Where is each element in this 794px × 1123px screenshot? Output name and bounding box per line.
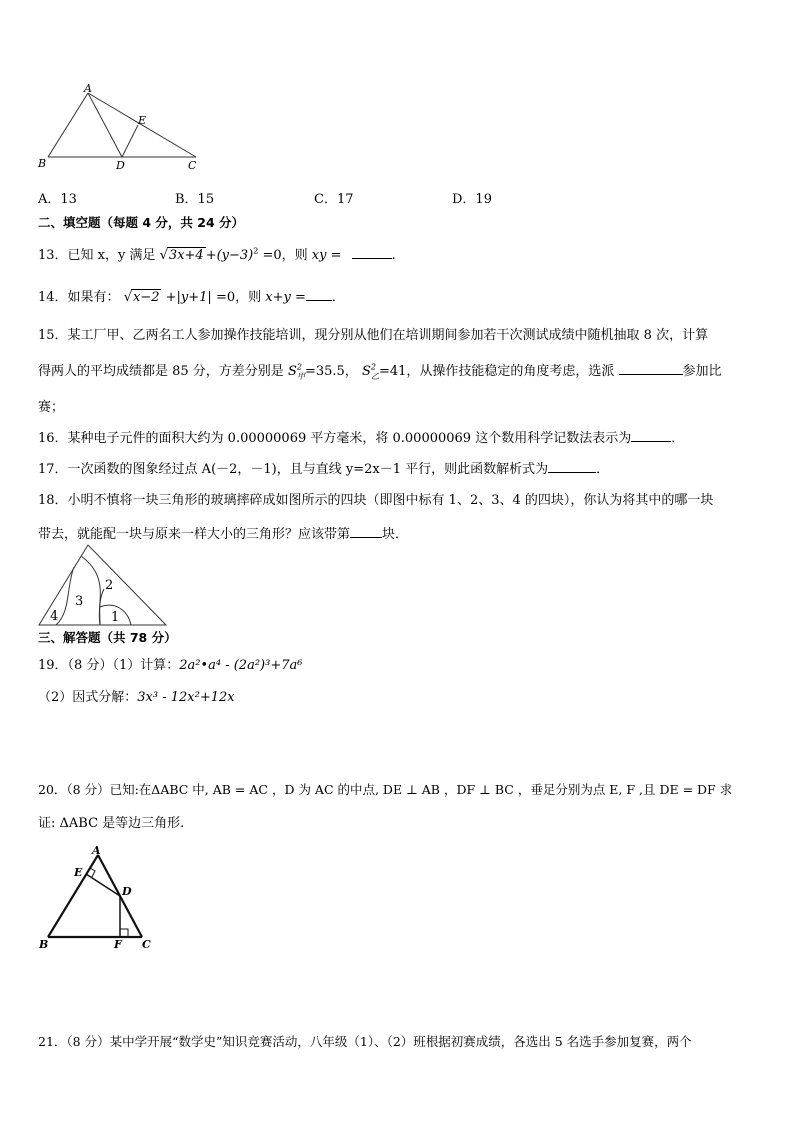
- q17-end: ．: [596, 462, 610, 477]
- q14-end: ．: [331, 290, 345, 305]
- q12-option-b[interactable]: B．15: [175, 192, 215, 207]
- q19-part2-expr: 3x³ - 12x²+12x: [137, 690, 235, 705]
- variance-sup: 2: [370, 362, 376, 372]
- q14-sum: x+y: [265, 290, 291, 305]
- q21-line-1: 21．（8 分）某中学开展“数学史”知识竞赛活动，八年级（1）、（2）班根据初赛成绩，各选出 5 名选手参加复赛，两个: [38, 1034, 692, 1049]
- variance-sup: 2: [296, 362, 302, 372]
- q13-prefix: 13．已知 x，y 满足: [38, 248, 156, 263]
- q19-part1-prefix: 19．（8 分）（1）计算：: [38, 658, 180, 673]
- variance-letter: S: [361, 364, 371, 379]
- label-D: D: [122, 885, 132, 898]
- q18-answer-blank[interactable]: [350, 525, 382, 538]
- label-F: F: [114, 938, 122, 951]
- label-A: A: [84, 84, 92, 95]
- q19-part1-expr: 2a²•a⁴ - (2a²)³+7a⁶: [179, 658, 303, 673]
- q16-text: 16．某种电子元件的面积大约为 0.00000069 平方毫米，将 0.00000069 这个数用科学记数法表示为: [38, 431, 632, 446]
- q19-part-2: [38, 686, 235, 705]
- section-3-heading: 三、解答题（共 78 分）: [38, 630, 177, 645]
- q15-s2: =41，从操作技能稳定的角度考虑，选派: [378, 364, 615, 379]
- label-B: B: [38, 157, 47, 170]
- piece-4-label: 4: [50, 609, 59, 624]
- q14-eq: =0，则: [215, 290, 262, 305]
- q12-option-a[interactable]: A．13: [38, 192, 77, 207]
- q18-end: 块．: [382, 527, 409, 542]
- piece-2-label: 2: [105, 578, 114, 593]
- figure-q20-triangle: [36, 843, 160, 951]
- q12-option-d[interactable]: D．19: [452, 192, 492, 207]
- label-E: E: [74, 866, 83, 879]
- q14-answer-blank[interactable]: [306, 288, 332, 301]
- q20-line-1: 20．（8 分）已知:在ΔABC 中, AB = AC ，D 为 AC 的中点, DE ⊥ AB ，DF ⊥ BC ，垂足分别为点 E, F ,且 DE = DF 求: [38, 782, 733, 797]
- piece-1-label: 1: [111, 610, 120, 625]
- q17-answer-blank[interactable]: [548, 460, 596, 473]
- label-D: D: [116, 159, 125, 172]
- label-B: B: [39, 938, 49, 951]
- question-16: [38, 427, 684, 446]
- q13-answer-blank[interactable]: [352, 246, 392, 259]
- variance-sub-jia: 甲: [296, 371, 305, 381]
- sqrt-sign: √: [159, 248, 168, 263]
- figure-q12-triangle: [36, 84, 216, 174]
- q14-eq2: =: [294, 290, 306, 305]
- variance-letter: S: [287, 364, 297, 379]
- q15-line-1: 15．某工厂甲、乙两名工人参加操作技能培训，现分别从他们在培训期间参加若干次测试成绩中随机抽取 8 次，计算: [38, 328, 709, 343]
- q13-xy: xy: [311, 248, 327, 263]
- q18-line2-text: 带去，就能配一块与原来一样大小的三角形？应该带第: [38, 527, 351, 542]
- q14-abs-expr: y+1: [180, 290, 208, 305]
- q17-text: 17．一次函数的图象经过点 A(－2，－1)，且与直线 y=2x－1 平行，则此函数解析式为: [38, 462, 549, 477]
- label-C: C: [188, 159, 197, 172]
- q19-part-1: [38, 654, 302, 673]
- q15-line2-suffix: 参加比: [682, 364, 722, 379]
- label-A: A: [92, 844, 101, 857]
- q18-line-2: [38, 523, 408, 542]
- q15-line-2: [38, 360, 722, 382]
- q19-part2-prefix: （2）因式分解：: [38, 690, 138, 705]
- q15-s-jia: [288, 364, 305, 379]
- label-E: E: [138, 114, 147, 127]
- section-2-heading: 二、填空题（每题 4 分，共 24 分）: [38, 215, 245, 230]
- question-13: 13．已知 x，y 满足 $√3x+4 +(y-3)^2 =0$，则 xy = .: [38, 246, 396, 263]
- q16-answer-blank[interactable]: [631, 429, 671, 442]
- q18-line-1: 18．小明不慎将一块三角形的玻璃摔碎成如图所示的四块（即图中标有 1、2、3、4 的四块），你认为将其中的哪一块: [38, 493, 714, 508]
- q16-end: ．: [671, 431, 685, 446]
- q13-eq: =0，则: [262, 248, 308, 263]
- q20-line-2: 证: ΔABC 是等边三角形.: [38, 816, 185, 831]
- q13-eq2: =: [330, 248, 342, 263]
- q15-line2-prefix: 得两人的平均成绩都是 85 分，方差分别是: [38, 364, 284, 379]
- label-C: C: [142, 938, 151, 951]
- q13-exponent: 2: [253, 246, 259, 256]
- q15-s-yi: [362, 364, 379, 379]
- question-14: 14．如果有： √x−2 +|y+1| =0，则 x+y = ．: [38, 290, 345, 305]
- q15-answer-blank[interactable]: [619, 362, 683, 375]
- q14-sqrt-expr: x−2: [132, 290, 160, 305]
- question-17: [38, 458, 609, 477]
- q15-line-3: 赛；: [38, 400, 65, 415]
- q13-tail: +(y−3): [205, 248, 254, 263]
- q14-prefix: 14．如果有：: [38, 290, 120, 305]
- variance-sub-yi: 乙: [370, 371, 379, 381]
- piece-3-label: 3: [75, 594, 84, 609]
- sqrt-sign: √: [123, 290, 132, 305]
- q12-option-c[interactable]: C．17: [314, 192, 354, 207]
- q15-s1: =35.5，: [304, 364, 358, 379]
- figure-q18-broken-triangle: [36, 543, 171, 627]
- q13-sqrt-expr: 3x+4: [168, 248, 204, 263]
